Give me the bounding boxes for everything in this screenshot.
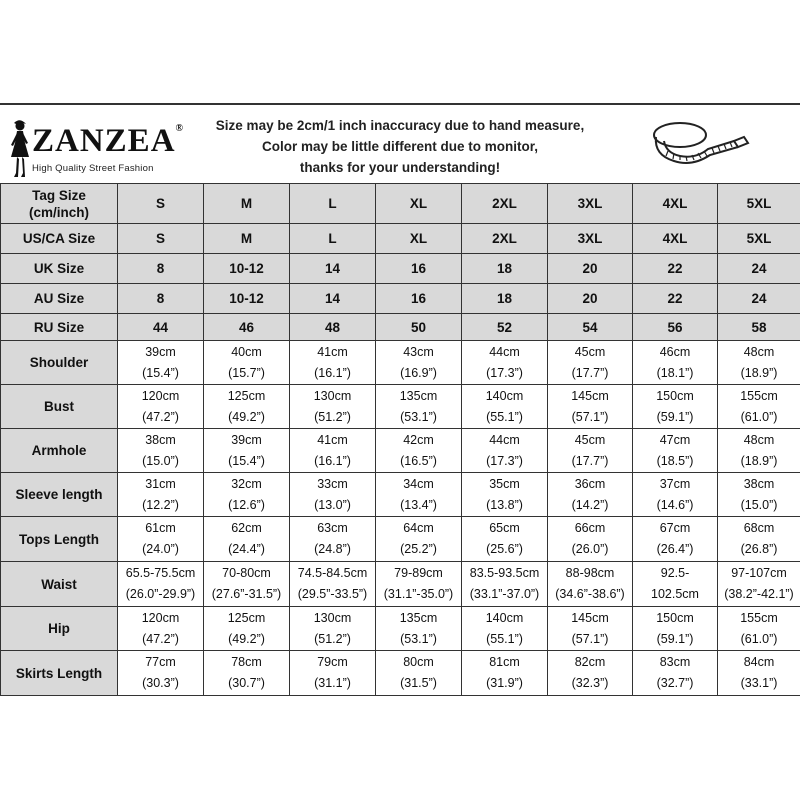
row-label: Tops Length [1, 517, 118, 562]
measurement-cell [376, 429, 462, 473]
measurement-inch: (18.9”) [740, 365, 778, 380]
measurement-inch: (15.0”) [740, 497, 778, 512]
measurement-cell [376, 562, 462, 607]
measurement-cell [290, 473, 376, 517]
size-cell: 56 [633, 314, 718, 341]
measurement-cm: 135cm [399, 388, 438, 403]
measurement-cell [204, 651, 290, 696]
measurement-inch: (27.6”-31.5”) [211, 587, 282, 601]
measurement-inch: (30.3”) [142, 676, 179, 690]
measurement-cell [548, 651, 633, 696]
measurement-cell [462, 562, 548, 607]
measurement-cm: 140cm [485, 610, 524, 625]
measurement-inch: (30.7”) [228, 676, 265, 690]
measurement-cm: 66cm [574, 521, 606, 535]
row-label-line: Tag Size [32, 187, 86, 203]
measurement-cm: 79cm [317, 655, 348, 669]
measurement-cm: 48cm [743, 344, 775, 359]
measurement-row [1, 385, 800, 429]
size-cell: 10-12 [204, 284, 290, 314]
row-label: Armhole [1, 429, 118, 473]
measurement-cm: 40cm [231, 344, 262, 359]
measurement-cell [118, 607, 204, 651]
measurement-cm: 39cm [231, 432, 262, 447]
measurement-inch: (17.3”) [486, 365, 523, 380]
measurement-cm: 35cm [489, 476, 520, 491]
measurement-cell [718, 517, 800, 562]
measurement-cm: 155cm [740, 610, 778, 625]
measurement-cell [118, 517, 204, 562]
measurement-inch: (17.7”) [571, 453, 609, 468]
measurement-notice [200, 115, 600, 178]
row-label: Shoulder [1, 341, 118, 385]
row-label: Bust [1, 385, 118, 429]
notice-line: Color may be little different due to monitor, [261, 139, 539, 154]
registered-mark: ® [175, 123, 185, 134]
brand-tagline: High Quality Street Fashion [32, 163, 154, 174]
brand-name [32, 123, 184, 160]
measurement-cell [204, 429, 290, 473]
measurement-cell [462, 607, 548, 651]
size-cell: 22 [633, 254, 718, 284]
measurement-inch: (57.1”) [571, 409, 609, 424]
measurement-cell [718, 385, 800, 429]
measurement-inch: (13.4”) [400, 497, 437, 512]
measurement-row [1, 429, 800, 473]
measurement-row [1, 517, 800, 562]
size-cell: S [118, 184, 204, 224]
measurement-cm: 80cm [403, 655, 434, 669]
measurement-cm: 150cm [656, 610, 694, 625]
measurement-cm: 32cm [231, 476, 262, 491]
size-chart-header [0, 103, 800, 183]
measurement-inch: (53.1”) [400, 631, 437, 646]
measurement-cell [290, 517, 376, 562]
measurement-inch: (49.2”) [228, 409, 265, 424]
measurement-cm: 150cm [656, 388, 694, 403]
measurement-inch: (53.1”) [400, 409, 437, 424]
size-cell: 50 [376, 314, 462, 341]
measurement-cm: 45cm [574, 432, 606, 447]
size-cell: 58 [718, 314, 800, 341]
measurement-cm: 41cm [317, 344, 348, 359]
measurement-cell [118, 651, 204, 696]
measurement-inch: (12.2”) [142, 497, 179, 512]
measurement-cm: 88-98cm [565, 566, 615, 580]
measurement-inch: (59.1”) [656, 409, 694, 424]
measurement-inch: (55.1”) [486, 631, 523, 646]
measurement-cell [204, 341, 290, 385]
brand-logo [4, 111, 194, 181]
row-label: Skirts Length [1, 651, 118, 696]
measurement-cell [718, 429, 800, 473]
size-cell: 16 [376, 284, 462, 314]
measurement-cell [290, 341, 376, 385]
measurement-cell [290, 385, 376, 429]
measurement-cm: 97-107cm [731, 566, 787, 580]
measurement-cm: 84cm [743, 655, 775, 669]
measurement-cm: 140cm [485, 388, 524, 403]
measurement-cm: 48cm [743, 432, 775, 447]
row-label: Waist [1, 562, 118, 607]
measurement-cell [376, 385, 462, 429]
measurement-cell [204, 473, 290, 517]
measurement-cell [548, 385, 633, 429]
measurement-cell [204, 517, 290, 562]
measurement-cm: 43cm [403, 344, 434, 359]
size-row [1, 314, 800, 341]
measurement-cm: 81cm [489, 655, 520, 669]
measurement-cell [376, 651, 462, 696]
measurement-row [1, 607, 800, 651]
notice-line: Size may be 2cm/1 inch inaccuracy due to hand measure, [215, 118, 585, 133]
size-row [1, 284, 800, 314]
size-cell: 2XL [462, 184, 548, 224]
measurement-cm: 79-89cm [394, 566, 443, 580]
row-label: AU Size [1, 284, 118, 314]
measurement-inch: (14.6”) [656, 497, 694, 512]
measurement-inch: (25.6”) [486, 542, 523, 556]
measurement-inch: (32.7”) [656, 676, 694, 690]
measurement-cell [548, 429, 633, 473]
measurement-inch: (24.0”) [142, 542, 179, 556]
measurement-inch: 102.5cm [651, 587, 699, 601]
measurement-inch: (34.6”-38.6”) [555, 587, 625, 601]
measurement-cell [118, 562, 204, 607]
measurement-cm: 62cm [231, 521, 262, 535]
measurement-cm: 83.5-93.5cm [469, 566, 540, 580]
measurement-inch: (18.5”) [656, 453, 694, 468]
measurement-inch: (17.7”) [571, 365, 609, 380]
measurement-cell [633, 607, 718, 651]
measurement-cell [718, 341, 800, 385]
measurement-cm: 135cm [399, 610, 438, 625]
measurement-cm: 65.5-75.5cm [125, 566, 196, 580]
measurement-cell [633, 341, 718, 385]
measurement-cell [290, 429, 376, 473]
measurement-cell [548, 341, 633, 385]
measurement-inch: (15.4”) [142, 365, 179, 380]
measurement-cm: 37cm [659, 476, 691, 491]
row-label [1, 184, 118, 224]
measurement-inch: (31.5”) [400, 676, 437, 690]
size-cell: 24 [718, 254, 800, 284]
measurement-cm: 41cm [317, 432, 348, 447]
measurement-cell [290, 562, 376, 607]
measurement-inch: (26.8”) [740, 542, 778, 556]
measurement-cm: 38cm [145, 432, 176, 447]
measurement-cell [718, 473, 800, 517]
size-row [1, 224, 800, 254]
measurement-cell [118, 341, 204, 385]
measurement-inch: (24.4”) [228, 542, 265, 556]
measurement-cm: 78cm [231, 655, 262, 669]
measurement-cell [718, 651, 800, 696]
measurement-cell [376, 517, 462, 562]
measurement-inch: (12.6”) [228, 497, 265, 512]
size-cell: XL [376, 224, 462, 254]
size-cell: 14 [290, 284, 376, 314]
measurement-cm: 130cm [313, 388, 352, 403]
measurement-cm: 155cm [740, 388, 778, 403]
measurement-cell [548, 562, 633, 607]
size-cell: 10-12 [204, 254, 290, 284]
measurement-inch: (55.1”) [486, 409, 523, 424]
row-label-line: (cm/inch) [28, 204, 89, 220]
measurement-inch: (51.2”) [314, 631, 351, 646]
measurement-cell [718, 562, 800, 607]
measurement-row [1, 562, 800, 607]
measurement-cm: 67cm [659, 521, 691, 535]
size-cell: L [290, 224, 376, 254]
measurement-cell [548, 517, 633, 562]
measurement-inch: (13.0”) [314, 497, 351, 512]
measurement-row [1, 651, 800, 696]
size-cell: 2XL [462, 224, 548, 254]
measurement-cm: 70-80cm [222, 566, 271, 580]
measurement-cell [204, 562, 290, 607]
measurement-inch: (31.9”) [486, 676, 523, 690]
measurement-cell [290, 651, 376, 696]
measurement-cell [633, 385, 718, 429]
size-cell: 5XL [718, 184, 800, 224]
measurement-cell [462, 473, 548, 517]
measurement-cell [633, 429, 718, 473]
measuring-tape-icon [640, 111, 750, 182]
size-cell: 18 [462, 254, 548, 284]
measurement-cell [204, 385, 290, 429]
size-row [1, 254, 800, 284]
measurement-cm: 145cm [571, 610, 609, 625]
size-cell: 54 [548, 314, 633, 341]
measurement-cell [462, 341, 548, 385]
measurement-cm: 68cm [743, 521, 775, 535]
measurement-inch: (24.8”) [314, 542, 351, 556]
measurement-inch: (59.1”) [656, 631, 694, 646]
measurement-cm: 65cm [489, 521, 520, 535]
measurement-cm: 92.5- [660, 566, 690, 580]
size-cell: 18 [462, 284, 548, 314]
measurement-cell [376, 341, 462, 385]
measurement-row [1, 473, 800, 517]
size-cell: 8 [118, 254, 204, 284]
measurement-cm: 74.5-84.5cm [297, 566, 368, 580]
measurement-cell [376, 607, 462, 651]
measurement-inch: (16.5”) [400, 453, 437, 468]
measurement-inch: (51.2”) [314, 409, 351, 424]
measurement-inch: (49.2”) [228, 631, 265, 646]
measurement-cm: 130cm [313, 610, 352, 625]
measurement-cell [204, 607, 290, 651]
size-cell: 3XL [548, 224, 633, 254]
size-cell: 14 [290, 254, 376, 284]
measurement-cell [462, 517, 548, 562]
measurement-cm: 44cm [489, 344, 520, 359]
measurement-cm: 83cm [659, 655, 691, 669]
measurement-cm: 125cm [227, 388, 266, 403]
size-cell: 22 [633, 284, 718, 314]
measurement-inch: (26.0”) [571, 542, 609, 556]
measurement-cell [118, 473, 204, 517]
measurement-inch: (31.1”-35.0”) [383, 587, 454, 601]
measurement-cm: 61cm [145, 521, 176, 535]
measurement-inch: (33.1”) [740, 676, 778, 690]
row-label: Hip [1, 607, 118, 651]
measurement-inch: (13.8”) [486, 497, 523, 512]
size-cell: 3XL [548, 184, 633, 224]
measurement-cm: 42cm [403, 432, 434, 447]
measurement-cm: 44cm [489, 432, 520, 447]
measurement-inch: (15.4”) [228, 453, 265, 468]
size-cell: 24 [718, 284, 800, 314]
row-label: Sleeve length [1, 473, 118, 517]
measurement-inch: (17.3”) [486, 453, 523, 468]
size-cell: XL [376, 184, 462, 224]
measurement-inch: (25.2”) [400, 542, 437, 556]
measurement-cm: 31cm [145, 476, 176, 491]
measurement-inch: (18.1”) [656, 365, 694, 380]
measurement-cm: 45cm [574, 344, 606, 359]
size-cell: 4XL [633, 184, 718, 224]
measurement-cell [718, 607, 800, 651]
measurement-cell [548, 473, 633, 517]
size-cell: M [204, 184, 290, 224]
size-cell: 5XL [718, 224, 800, 254]
measurement-cm: 145cm [571, 388, 609, 403]
measurement-cell [462, 429, 548, 473]
fashion-model-icon [8, 119, 32, 184]
brand-name-text: ZANZEA [32, 123, 176, 159]
size-cell: 8 [118, 284, 204, 314]
measurement-inch: (61.0”) [740, 631, 778, 646]
measurement-cm: 120cm [141, 610, 180, 625]
measurement-inch: (26.4”) [656, 542, 694, 556]
measurement-cm: 36cm [574, 476, 606, 491]
size-row [1, 184, 800, 224]
measurement-cm: 64cm [403, 521, 434, 535]
size-table [0, 183, 800, 696]
measurement-cell [633, 473, 718, 517]
measurement-cm: 33cm [317, 476, 348, 491]
measurement-inch: (26.0”-29.9”) [125, 587, 196, 601]
measurement-cm: 39cm [145, 344, 176, 359]
measurement-inch: (29.5”-33.5”) [297, 587, 368, 601]
measurement-inch: (14.2”) [571, 497, 609, 512]
size-cell: 46 [204, 314, 290, 341]
measurement-inch: (16.1”) [314, 453, 351, 468]
notice-line: thanks for your understanding! [299, 160, 501, 175]
measurement-inch: (32.3”) [571, 676, 609, 690]
measurement-inch: (18.9”) [740, 453, 778, 468]
measurement-inch: (47.2”) [142, 631, 179, 646]
size-cell: 4XL [633, 224, 718, 254]
measurement-cell [462, 651, 548, 696]
measurement-inch: (15.7”) [228, 365, 265, 380]
measurement-cm: 77cm [145, 655, 176, 669]
measurement-cell [633, 562, 718, 607]
measurement-cm: 82cm [574, 655, 606, 669]
measurement-cm: 47cm [659, 432, 691, 447]
measurement-cell [376, 473, 462, 517]
measurement-cell [118, 385, 204, 429]
measurement-inch: (47.2”) [142, 409, 179, 424]
measurement-cm: 125cm [227, 610, 266, 625]
size-cell: 16 [376, 254, 462, 284]
measurement-cm: 38cm [743, 476, 775, 491]
measurement-inch: (61.0”) [740, 409, 778, 424]
measurement-cell [633, 651, 718, 696]
size-cell: 20 [548, 254, 633, 284]
size-cell: 44 [118, 314, 204, 341]
measurement-inch: (16.1”) [314, 365, 351, 380]
size-cell: M [204, 224, 290, 254]
row-label: UK Size [1, 254, 118, 284]
measurement-inch: (16.9”) [400, 365, 437, 380]
measurement-cm: 63cm [317, 521, 348, 535]
measurement-inch: (15.0”) [142, 453, 179, 468]
measurement-cm: 120cm [141, 388, 180, 403]
row-label: RU Size [1, 314, 118, 341]
size-cell: 48 [290, 314, 376, 341]
measurement-inch: (57.1”) [571, 631, 609, 646]
size-cell: 52 [462, 314, 548, 341]
measurement-cm: 34cm [403, 476, 434, 491]
size-cell: S [118, 224, 204, 254]
measurement-cm: 46cm [659, 344, 691, 359]
measurement-row [1, 341, 800, 385]
measurement-cell [290, 607, 376, 651]
measurement-cell [633, 517, 718, 562]
measurement-cell [118, 429, 204, 473]
size-cell: L [290, 184, 376, 224]
measurement-inch: (31.1”) [314, 676, 351, 690]
measurement-inch: (38.2”-42.1”) [724, 587, 794, 601]
row-label: US/CA Size [1, 224, 118, 254]
measurement-inch: (33.1”-37.0”) [469, 587, 540, 601]
measurement-cell [462, 385, 548, 429]
measurement-cell [548, 607, 633, 651]
size-cell: 20 [548, 284, 633, 314]
